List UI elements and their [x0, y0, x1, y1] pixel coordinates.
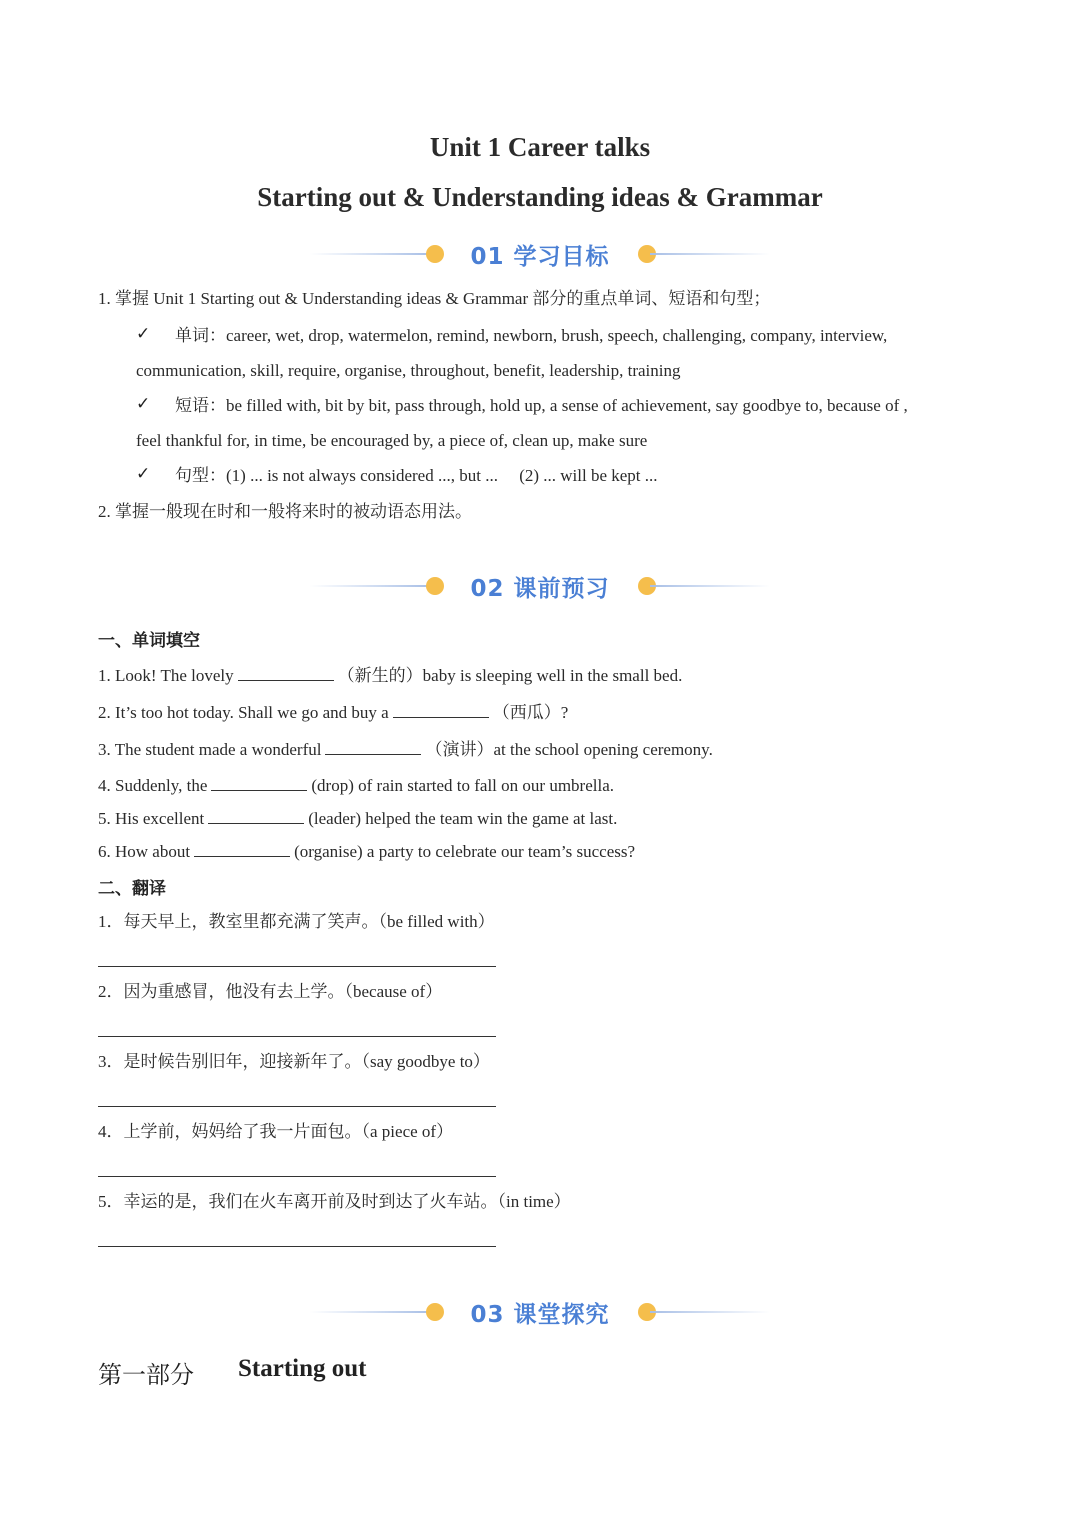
- banner-line-left: [310, 585, 430, 587]
- answer-line[interactable]: [98, 1106, 496, 1107]
- fill-in-question-1: [98, 665, 682, 687]
- answer-blank[interactable]: [208, 808, 304, 824]
- section-label: 03 课堂探究: [470, 1302, 610, 1328]
- question-text: （演讲）at the school opening ceremony.: [425, 740, 713, 759]
- question-text: 3. The student made a wonderful: [98, 740, 322, 759]
- banner-dot-icon: [426, 577, 444, 595]
- translation-question-1: 1．每天早上，教室里都充满了笑声。（be filled with）: [98, 912, 495, 931]
- answer-line[interactable]: [98, 1176, 496, 1177]
- check-icon: ✓: [136, 394, 151, 414]
- answer-line[interactable]: [98, 1246, 496, 1247]
- fill-in-question-4: [98, 775, 614, 797]
- banner-line-left: [310, 1311, 430, 1313]
- answer-blank[interactable]: [238, 665, 334, 681]
- section-banner-exploration: [300, 1292, 780, 1332]
- translation-question-3: 3．是时候告别旧年，迎接新年了。（say goodbye to）: [98, 1052, 490, 1071]
- check-icon: ✓: [136, 464, 151, 484]
- section-label: 01 学习目标: [470, 244, 610, 270]
- part-label: 第一部分: [98, 1361, 194, 1389]
- objective-patterns: 句型：(1) ... is not always considered ..., but ... (2) ... will be kept ...: [175, 466, 658, 485]
- answer-line[interactable]: [98, 1036, 496, 1037]
- banner-dot-icon: [426, 1303, 444, 1321]
- question-text: 4. Suddenly, the: [98, 776, 208, 795]
- translation-heading: 二、翻译: [98, 879, 166, 899]
- question-text: (leader) helped the team win the game at last.: [308, 809, 618, 828]
- check-icon: ✓: [136, 324, 151, 344]
- objective-words: 单词：career, wet, drop, watermelon, remind, newborn, brush, speech, challenging, company, interview,: [175, 326, 888, 345]
- fill-in-question-6: [98, 841, 635, 863]
- answer-blank[interactable]: [211, 775, 307, 791]
- translation-question-2: 2．因为重感冒，他没有去上学。（because of）: [98, 982, 443, 1001]
- fill-in-question-5: [98, 808, 617, 830]
- question-text: (organise) a party to celebrate our team’s success?: [294, 842, 636, 861]
- banner-line-left: [310, 253, 430, 255]
- answer-line[interactable]: [98, 966, 496, 967]
- page-subtitle: Starting out & Understanding ideas & Grammar: [257, 182, 823, 212]
- part-title: Starting out: [238, 1355, 367, 1382]
- translation-question-5: 5．幸运的是，我们在火车离开前及时到达了火车站。（in time）: [98, 1192, 571, 1211]
- fill-in-question-3: [98, 739, 713, 761]
- translation-question-4: 4．上学前，妈妈给了我一片面包。（a piece of）: [98, 1122, 454, 1141]
- fill-in-heading: 一、单词填空: [98, 631, 200, 651]
- question-text: 5. His excellent: [98, 809, 205, 828]
- answer-blank[interactable]: [194, 841, 290, 857]
- section-banner-preview: [300, 566, 780, 606]
- question-text: 2. It’s too hot today. Shall we go and buy a: [98, 703, 389, 722]
- question-text: （新生的）baby is sleeping well in the small bed.: [337, 666, 683, 685]
- banner-dot-icon: [426, 245, 444, 263]
- question-text: 1. Look! The lovely: [98, 666, 234, 685]
- objective-item-1: 1. 掌握 Unit 1 Starting out & Understanding ideas & Grammar 部分的重点单词、短语和句型；: [98, 289, 771, 308]
- question-text: （西瓜）?: [492, 703, 569, 722]
- fill-in-question-2: [98, 702, 568, 724]
- section-label: 02 课前预习: [470, 576, 610, 602]
- question-text: 6. How about: [98, 842, 191, 861]
- banner-line-right: [650, 1311, 770, 1313]
- banner-line-right: [650, 585, 770, 587]
- objective-phrases-cont: feel thankful for, in time, be encouraged by, a piece of, clean up, make sure: [136, 431, 648, 450]
- question-text: (drop) of rain started to fall on our umbrella.: [311, 776, 614, 795]
- objective-words-cont: communication, skill, require, organise, throughout, benefit, leadership, training: [136, 361, 681, 380]
- answer-blank[interactable]: [393, 702, 489, 718]
- answer-blank[interactable]: [325, 739, 421, 755]
- objective-phrases: 短语：be filled with, bit by bit, pass through, hold up, a sense of achievement, say goodbye to, because of ,: [175, 396, 908, 415]
- banner-line-right: [650, 253, 770, 255]
- page-title: Unit 1 Career talks: [429, 132, 651, 162]
- section-banner-objectives: [300, 234, 780, 274]
- objective-item-2: 2. 掌握一般现在时和一般将来时的被动语态用法。: [98, 502, 472, 521]
